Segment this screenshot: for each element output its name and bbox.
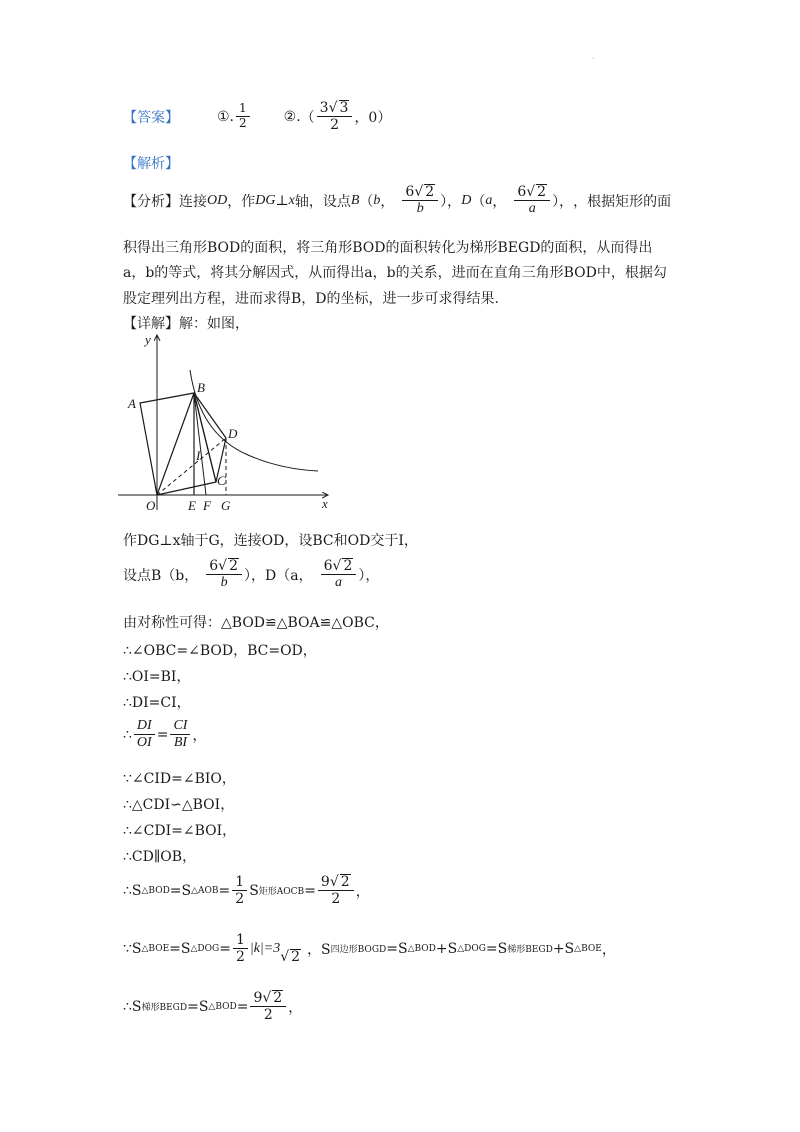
fenxi-line1: 【分析】 连接 OD ，作 DG ⊥ x 轴，设点 B （ b ， $\frac{6√ 2}{b}$ ）， D （ a ， $\frac{6√ 2}{a}$ ）， ，根据矩形的面 [123,184,672,217]
step-13: ∵S △BOE =S △DOG = $\frac{1}{2}$ |k|=3 √ 2 ，S 四边形BOGD =S △BOD +S △DOG =S 梯形BEGD +S △BOE ， [123,932,616,966]
answer-item2-open: （ [300,109,315,126]
answer-item1-value: $\frac{1}{2}$ [236,102,250,131]
label-f: F [203,498,211,513]
answer-item2-close: ，0） [354,109,392,126]
step-10: ∴∠CDI=∠BOI， [123,823,237,839]
detail-line: 【详解】解：如图， [123,316,249,332]
fenxi-line4: 股定理列出方程，进而求得B，D的坐标，进一步可求得结果. [123,291,499,307]
label-o: O [146,498,156,513]
label-g: G [221,498,231,513]
step-2: 设点B（b， $\frac{6√ 2}{b}$ ），D（a， $\frac{6√ 2}{a}$ ）， [123,558,380,591]
step-7: ∴ $\frac{DI}{OI}$ = $\frac{CI}{BI}$ ， [123,718,207,751]
fenxi-frac-b: $\frac{6√ 2}{b}$ [402,184,438,217]
answer-line [123,100,391,133]
answer-item1-label: ①. [217,108,235,125]
step-14: ∴S 梯形BEGD =S △BOD = $\frac{9√ 2}{2}$ ， [123,990,303,1024]
label-e: E [188,498,196,513]
fenxi-line3: a，b的等式，将其分解因式，从而得出a，b的关系，进而在直角三角形BOD中，根据勾 [123,265,667,281]
step-12: ∴S △BOD =S △AOB = $\frac{1}{2}$ S 矩形AOCB = $\frac{9√ 2}{2}$ ， [123,874,370,908]
step-3: 由对称性可得：△BOD≌△BOA≌△OBC， [123,615,389,631]
fenxi-frac-a: $\frac{6√ 2}{a}$ [514,184,550,217]
page-mark: · [592,54,595,63]
label-a: A [128,396,136,411]
answer-item2-label: ②. [283,108,301,125]
step-4: ∴∠OBC=∠BOD，BC=OD， [123,643,317,659]
analysis-tag: 【解析】 [123,156,179,172]
label-x: x [322,496,328,511]
geometry-figure [118,330,338,515]
answer-item2-frac: $\frac{3√ 3}{2}$ [317,100,353,133]
step-11: ∴CD∥OB， [123,849,197,865]
answer-tag: 【答案】 [123,109,179,126]
label-d: D [228,426,238,441]
step-5: ∴OI=BI， [123,669,191,685]
segment-bc [194,393,216,482]
step-6: ∴DI=CI， [123,695,191,711]
step-1: 作DG⊥x轴于G，连接OD，设BC和OD交于I， [123,533,418,549]
label-b: B [197,380,205,395]
label-c: C [217,473,226,488]
label-y: y [145,332,151,347]
label-i: I [196,448,201,463]
fenxi-line2: 积得出三角形BOD的面积，将三角形BOD的面积转化为梯形BEGD的面积，从而得出 [123,240,653,256]
step-8: ∵∠CID=∠BIO， [123,771,236,787]
step-9: ∴△CDI∽△BOI， [123,797,235,813]
